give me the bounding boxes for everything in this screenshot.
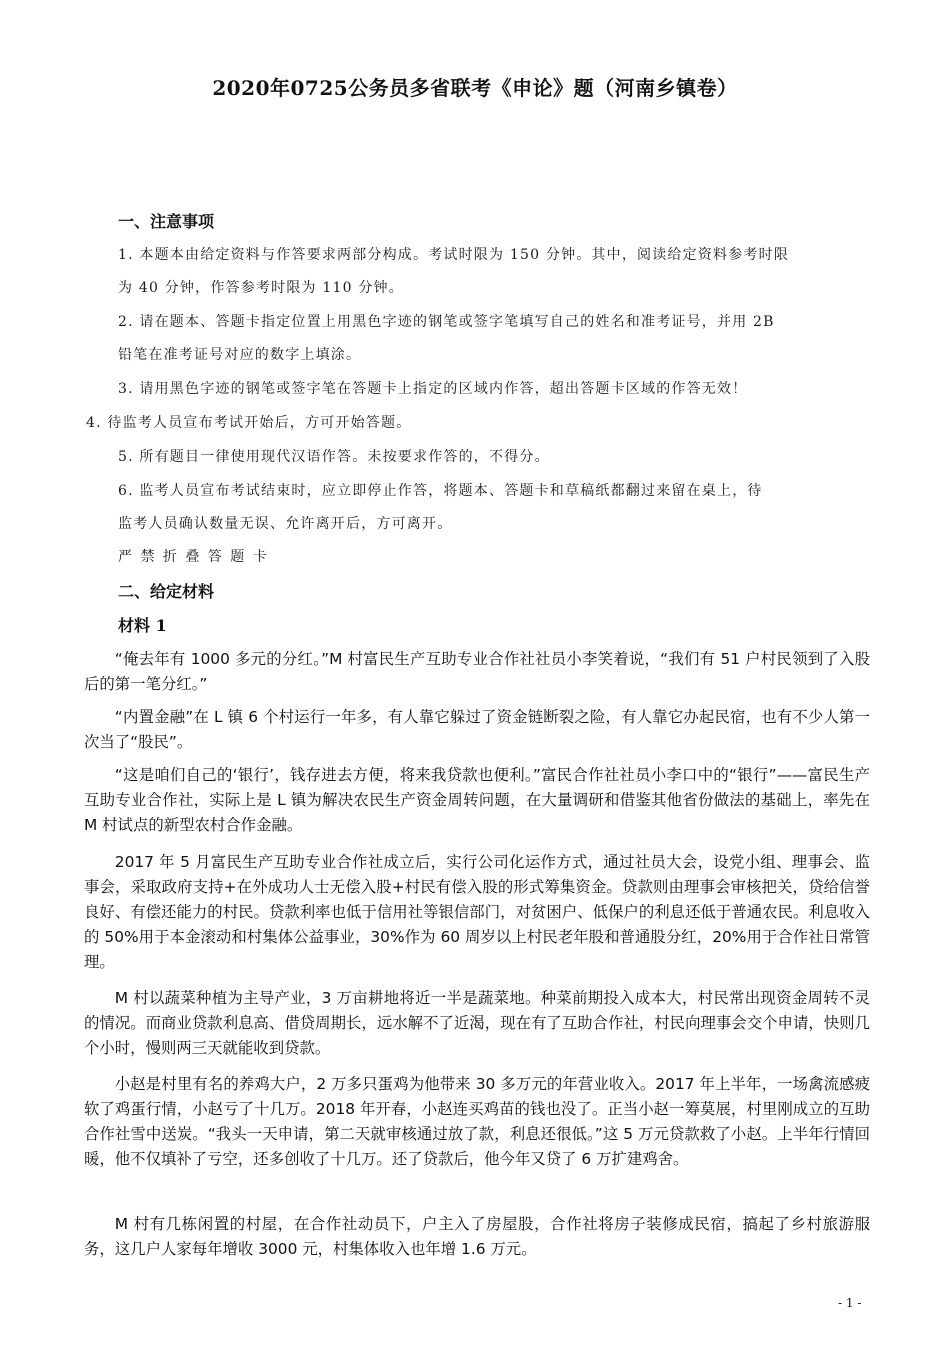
note-line: 4. 待监考人员宣布考试开始后，方可开始答题。 <box>86 415 412 431</box>
material-1-heading: 材料 1 <box>118 616 167 635</box>
material-paragraph: 2017 年 5 月富民生产互助专业合作社成立后，实行公司化运作方式，通过社员大会，设党小组、理事会、监事会，采取政府支持+在外成功人士无偿入股+村民有偿入股的形式筹集资金。贷款则由理事会审核把关，贷给信誉良好、有偿还能力的村民。贷款利率也低于信用社等银信部门，对贫困户、低保户的利息还低于普通农民。利息收入的 50%用于本金滚动和村集体公益事业，30%作为 60 周岁以上村民老年股和普通股分红，20%用于合作社日常管理。 <box>84 853 870 971</box>
material-paragraph: “俺去年有 1000 多元的分红。”M 村富民生产互助专业合作社社员小李笑着说，“我们有 51 户村民领到了入股后的第一笔分红。” <box>84 650 870 693</box>
note-warning: 严 禁 折 叠 答 题 卡 <box>118 549 269 565</box>
material-paragraph: M 村有几栋闲置的村屋，在合作社动员下，户主入了房屋股，合作社将房子装修成民宿，搞起了乡村旅游服务，这几户人家每年增收 3000 元，村集体收入也年增 1.6 万元。 <box>84 1215 870 1258</box>
material-paragraph: 小赵是村里有名的养鸡大户，2 万多只蛋鸡为他带来 30 多万元的年营业收入。2017 年上半年，一场禽流感疲软了鸡蛋行情，小赵亏了十几万。2018 年开春，小赵连买鸡苗的钱也没了。正当小赵一筹莫展，村里刚成立的互助合作社雪中送炭。“我头一天申请，第二天就审核通过放了款，利息还很低。”这 5 万元贷款救了小赵。上半年行情回暖，他不仅填补了亏空，还多创收了十几万。还了贷款后，他今年又贷了 6 万扩建鸡舍。 <box>84 1075 870 1168</box>
note-line: 6. 监考人员宣布考试结束时，应立即停止作答，将题本、答题卡和草稿纸都翻过来留在桌上，待 <box>118 483 763 499</box>
page-title: 2020年0725公务员多省联考《申论》题（河南乡镇卷） <box>212 76 738 100</box>
material-paragraph: “内置金融”在 L 镇 6 个村运行一年多，有人靠它躲过了资金链断裂之险，有人靠它办起民宿，也有不少人第一次当了“股民”。 <box>84 708 870 751</box>
notes-heading: 一、注意事项 <box>118 212 215 231</box>
note-line: 5. 所有题目一律使用现代汉语作答。未按要求作答的，不得分。 <box>118 449 550 465</box>
note-line: 1. 本题本由给定资料与作答要求两部分构成。考试时限为 150 分钟。其中，阅读给定资料参考时限 <box>118 247 790 263</box>
note-line: 监考人员确认数量无误、允许离开后，方可离开。 <box>118 516 453 532</box>
note-line: 3. 请用黑色字迹的钢笔或签字笔在答题卡上指定的区域内作答，超出答题卡区域的作答无效！ <box>118 381 748 397</box>
material-paragraph: “这是咱们自己的‘银行’，钱存进去方便，将来我贷款也便利。”富民合作社社员小李口中的“银行”——富民生产互助专业合作社，实际上是 L 镇为解决农民生产资金周转问题，在大量调研和借鉴其他省份做法的基础上，率先在 M 村试点的新型农村合作金融。 <box>84 766 870 834</box>
materials-heading: 二、给定材料 <box>118 582 215 601</box>
note-line: 铅笔在准考证号对应的数字上填涂。 <box>118 347 362 363</box>
note-line: 为 40 分钟，作答参考时限为 110 分钟。 <box>118 280 404 296</box>
note-line: 2. 请在题本、答题卡指定位置上用黑色字迹的钢笔或签字笔填写自己的姓名和准考证号，并用 2B <box>118 314 775 330</box>
material-paragraph: M 村以蔬菜种植为主导产业，3 万亩耕地将近一半是蔬菜地。种菜前期投入成本大，村民常出现资金周转不灵的情况。而商业贷款利息高、借贷周期长，远水解不了近渴，现在有了互助合作社，村民向理事会交个申请，快则几个小时，慢则两三天就能收到贷款。 <box>84 989 870 1057</box>
page-number: - 1 - <box>838 1296 862 1310</box>
